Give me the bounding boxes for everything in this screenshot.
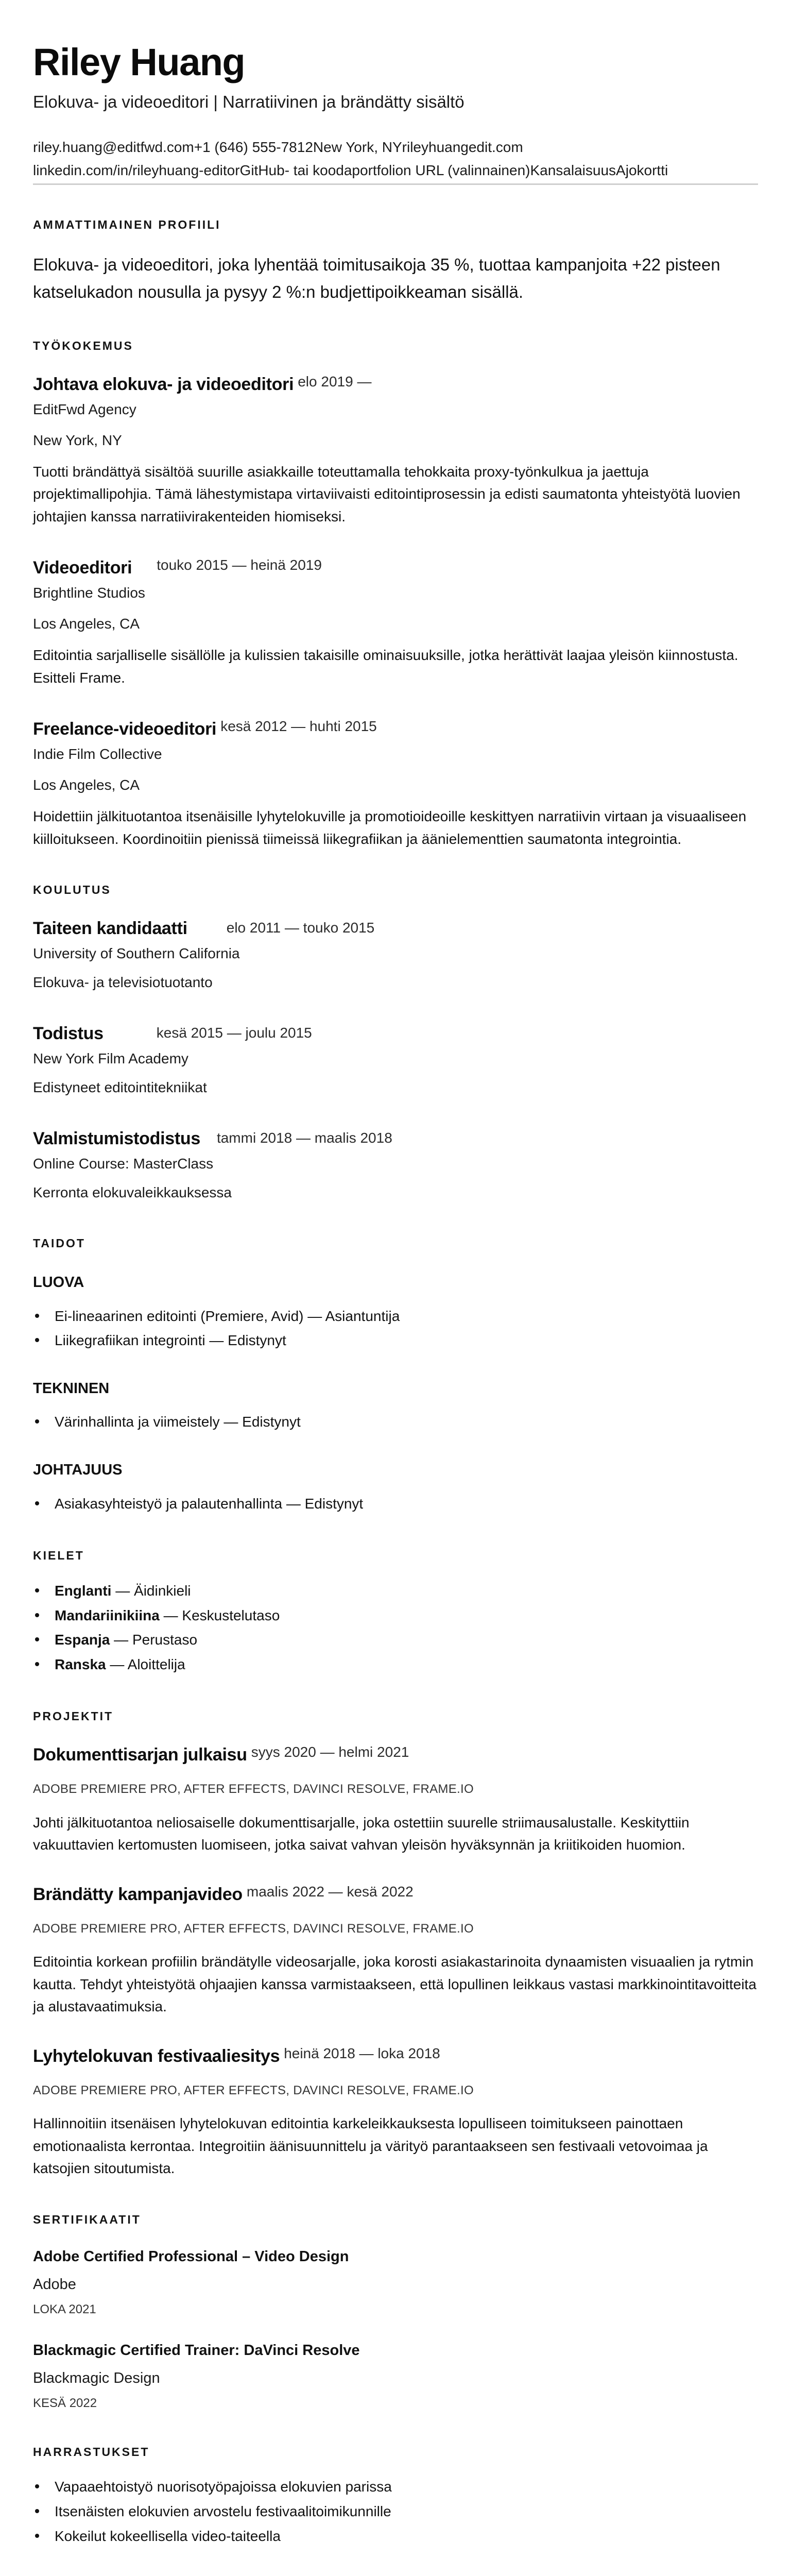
hobby-list [33,2475,758,2548]
skill-list [33,1492,758,1516]
skill-group-leadership [33,1461,758,1516]
project-tools: ADOBE PREMIERE PRO, AFTER EFFECTS, DAVINCI RESOLVE, FRAME.IO [33,1782,474,1797]
language-item [33,1603,758,1628]
experience-item [33,556,758,689]
education-item [33,1022,758,1098]
company-name: EditFwd Agency [33,401,136,417]
project-description: Johti jälkituotantoa neliosaiselle dokumenttisarjalle, joka ostettiin suurelle striimausalustalle. Keskityttiin vakuuttavien kertomusten luomiseen, jotka saivat vahvan yleisön hyväksynnän ja kriitikoiden huomion. [33,1814,690,1853]
field-of-study: Elokuva- ja televisiotuotanto [33,974,213,990]
bullet-icon [35,2534,39,2538]
job-dates: elo 2019 — [298,373,372,389]
section-heading-hobbies: HARRASTUKSET [33,2445,150,2459]
job-description: Hoidettiin jälkituotantoa itsenäisille lyhytelokuville ja promotioideoille keskittyen narratiivin virtaan ja visuaaliseen kiilloitukseen. Koordinoitiin pienissä tiimeissä liikegrafiikan ja äänielementtien saumatonta integrointia. [33,808,747,847]
skill-category: LUOVA [33,1274,84,1291]
certificate-date: LOKA 2021 [33,2302,96,2317]
certificate-title: Blackmagic Certified Trainer: DaVinci Resolve [33,2342,360,2359]
bullet-icon [35,1613,39,1617]
skill-item [33,1410,758,1434]
bullet-icon [35,1588,39,1592]
project-item-header [33,1883,758,1906]
language-level: — Äidinkieli [111,1583,191,1599]
certificates-section [33,2213,758,2412]
project-title: Brändätty kampanjavideo [33,1884,243,1904]
job-location: Los Angeles, CA [33,616,140,632]
skill-text: Ei-lineaarinen editointi (Premiere, Avid) — Asiantuntija [55,1308,400,1324]
email-link[interactable]: riley.huang@editfwd.com [33,139,194,156]
bullet-icon [35,1637,39,1641]
project-title: Lyhytelokuvan festivaaliesitys [33,2046,280,2066]
education-dates: kesä 2015 — joulu 2015 [156,1024,312,1041]
language-level: — Keskustelutaso [159,1607,280,1623]
language-name: Ranska [55,1656,106,1672]
certificate-title: Adobe Certified Professional – Video Design [33,2248,349,2265]
education-dates: tammi 2018 — maalis 2018 [216,1129,392,1146]
field-of-study: Edistyneet editointitekniikat [33,1079,207,1095]
job-description: Tuotti brändättyä sisältöä suurille asiakkaille toteuttamalla tehokkaita proxy-työnkulkua ja jaettuja projektimallipohjia. Tämä lähestymistapa virtaviivaisti editointiprosessin ja edisti saumatonta yhteistyötä luovien johtajien kanssa narratiivirakenteiden hiomiseksi. [33,463,741,524]
certificate-item [33,2341,758,2412]
project-title: Dokumenttisarjan julkaisu [33,1745,247,1765]
contact-line-secondary [33,159,758,182]
job-description: Editointia sarjalliselle sisällölle ja kulissien takaisille ominaisuuksille, jotka herättivät laajaa yleisön kiinnostusta. Esitteli Frame. [33,647,738,686]
citizenship-text: Kansalaisuus [530,162,616,179]
school-name: Online Course: MasterClass [33,1156,214,1172]
education-item-header [33,1022,758,1045]
school-name: New York Film Academy [33,1050,188,1066]
hobby-item [33,2499,758,2524]
skill-item [33,1304,758,1329]
job-dates: touko 2015 — heinä 2019 [157,557,322,573]
bullet-icon [35,1662,39,1666]
section-heading-education: KOULUTUS [33,883,111,896]
language-list [33,1579,758,1676]
bullet-icon [35,2509,39,2513]
skill-text: Liikegrafiikan integrointi — Edistynyt [55,1332,286,1349]
language-item [33,1652,758,1677]
experience-item-header [33,718,758,740]
github-portfolio-placeholder: GitHub- tai koodaportfolion URL (valinnainen) [239,162,530,179]
skills-section [33,1236,758,1516]
degree-title: Taiteen kandidaatti [33,918,187,938]
hobby-text: Kokeilut kokeellisella video-taiteella [55,2528,281,2544]
language-level: — Aloittelija [106,1656,185,1672]
location-text: New York, NY [313,139,402,156]
language-item [33,1628,758,1652]
job-title: Freelance-videoeditori [33,719,217,739]
skill-category: JOHTAJUUS [33,1462,123,1479]
section-heading-certificates: SERTIFIKAATIT [33,2212,141,2226]
profile-section [33,218,758,306]
project-item [33,1883,758,2018]
job-title: Johtava elokuva- ja videoeditori [33,374,294,394]
education-item [33,917,758,993]
skill-text: Asiakasyhteistyö ja palautenhallinta — Edistynyt [55,1495,364,1512]
skill-item [33,1328,758,1353]
job-title: Videoeditori [33,558,132,578]
job-dates: kesä 2012 — huhti 2015 [220,718,377,734]
website-link[interactable]: rileyhuangedit.com [402,139,523,156]
project-item-header [33,2045,758,2067]
language-name: Espanja [55,1632,110,1648]
experience-item [33,373,758,528]
hobby-item [33,2475,758,2499]
education-dates: elo 2011 — touko 2015 [226,919,375,936]
language-name: Mandariinikiina [55,1607,160,1623]
experience-item-header [33,556,758,579]
certificate-item [33,2247,758,2318]
language-name: Englanti [55,1583,112,1599]
section-heading-skills: TAIDOT [33,1236,85,1250]
project-tools: ADOBE PREMIERE PRO, AFTER EFFECTS, DAVINCI RESOLVE, FRAME.IO [33,1921,474,1936]
skill-group-creative [33,1274,758,1353]
education-section [33,883,758,1204]
education-item-header [33,917,758,940]
skill-list [33,1304,758,1353]
company-name: Brightline Studios [33,585,145,601]
bullet-icon [35,2484,39,2488]
skill-text: Värinhallinta ja viimeistely — Edistynyt [55,1414,301,1430]
project-item [33,1743,758,1856]
experience-item [33,718,758,850]
headline: Elokuva- ja videoeditori | Narratiivinen ja brändätty sisältö [33,92,465,112]
header-divider [33,183,758,185]
hobbies-section [33,2445,758,2548]
project-dates: maalis 2022 — kesä 2022 [246,1883,414,1900]
hobby-text: Vapaaehtoistyö nuorisotyöpajoissa elokuvien parissa [55,2479,392,2495]
company-name: Indie Film Collective [33,746,162,762]
school-name: University of Southern California [33,945,240,961]
project-description: Hallinnoitiin itsenäisen lyhytelokuvan editointia karkeleikkauksesta lopulliseen toimitukseen painottaen emotionaalista kerrontaa. Integroitiin äänisuunnittelu ja värityö parantaakseen sen festivaali vetovoimaa ja katsojien sitoutumista. [33,2115,708,2177]
bullet-icon [35,1419,39,1423]
degree-title: Valmistumistodistus [33,1128,200,1148]
project-dates: heinä 2018 — loka 2018 [284,2045,440,2061]
hobby-item [33,2524,758,2549]
certificate-date: KESÄ 2022 [33,2396,97,2411]
projects-section [33,1709,758,2179]
job-location: Los Angeles, CA [33,777,140,793]
skill-category: TEKNINEN [33,1380,110,1397]
experience-section [33,339,758,850]
bullet-icon [35,1501,39,1505]
experience-item-header [33,373,758,396]
project-dates: syys 2020 — helmi 2021 [251,1744,409,1760]
hobby-text: Itsenäisten elokuvien arvostelu festivaalitoimikunnille [55,2503,391,2520]
profile-summary: Elokuva- ja videoeditori, joka lyhentää toimitusaikoja 35 %, tuottaa kampanjoita +22 pisteen katselukadon nousulla ja pysyy 2 %:n budjettipoikkeaman sisällä. [33,255,720,302]
job-location: New York, NY [33,432,122,448]
contact-info [33,136,758,182]
candidate-name: Riley Huang [33,41,245,83]
bullet-icon [35,1338,39,1342]
education-item [33,1127,758,1204]
degree-title: Todistus [33,1023,104,1043]
project-item-header [33,1743,758,1766]
field-of-study: Kerronta elokuvaleikkauksessa [33,1184,232,1201]
drivers-license-text: Ajokortti [616,162,668,179]
project-item [33,2045,758,2180]
language-level: — Perustaso [110,1632,198,1648]
phone-link[interactable]: +1 (646) 555-7812 [194,139,313,156]
certificate-issuer: Adobe [33,2276,76,2293]
section-heading-projects: PROJEKTIT [33,1709,114,1723]
section-heading-languages: KIELET [33,1549,84,1563]
linkedin-link[interactable]: linkedin.com/in/rileyhuang-editor [33,162,240,179]
bullet-icon [35,1314,39,1318]
certificate-issuer: Blackmagic Design [33,2369,160,2386]
section-heading-experience: TYÖKOKEMUS [33,339,133,353]
contact-line-primary [33,136,758,159]
skill-item [33,1492,758,1516]
education-item-header [33,1127,758,1150]
languages-section [33,1549,758,1676]
skill-list [33,1410,758,1434]
skill-group-technical [33,1380,758,1434]
language-item [33,1579,758,1603]
project-tools: ADOBE PREMIERE PRO, AFTER EFFECTS, DAVINCI RESOLVE, FRAME.IO [33,2083,474,2097]
resume-header [33,41,758,185]
section-heading-profile: AMMATTIMAINEN PROFIILI [33,217,221,231]
project-description: Editointia korkean profiilin brändätylle videosarjalle, joka korosti asiakastarinoita dynaamisten visuaalien ja rytmin kautta. Tehdyt yhteistyötä ohjaajien kanssa varmistaakseen, että lopullinen leikkaus vastasi markkinointitavoitteita ja alustavaatimuksia. [33,1954,756,2015]
